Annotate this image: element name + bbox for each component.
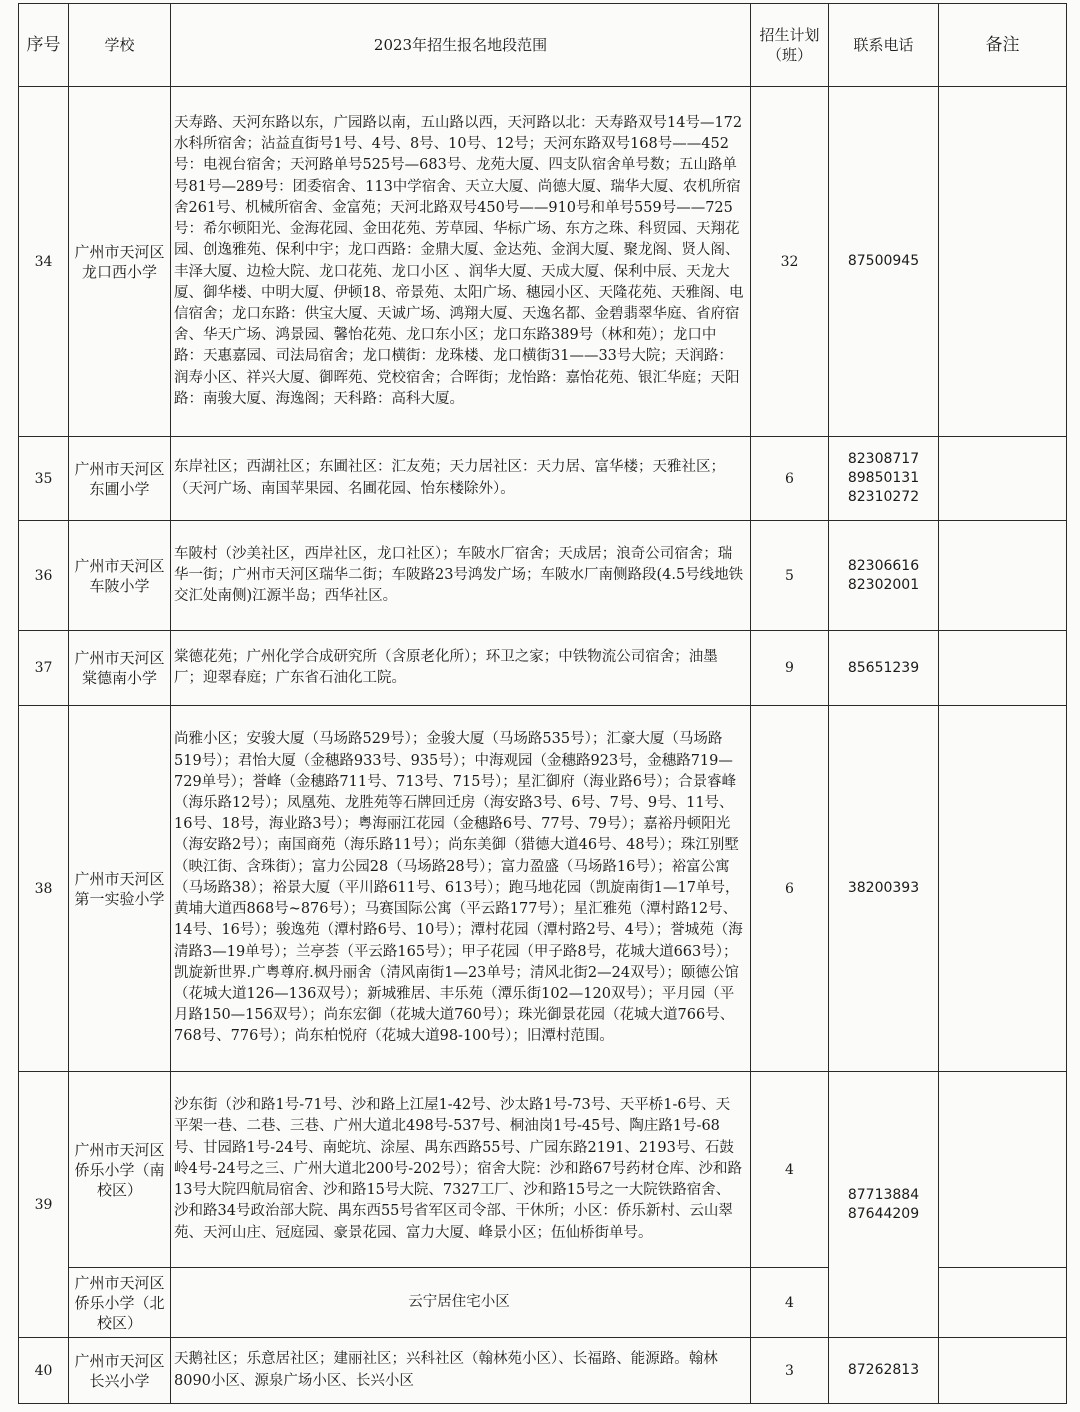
contact-phone <box>829 706 939 1072</box>
header-plan-line1: 招生计划 <box>759 26 820 44</box>
class-plan: 9 <box>751 631 829 706</box>
note-cell <box>939 437 1067 521</box>
school-name: 广州市天河区车陂小学 <box>69 521 171 631</box>
school-name: 广州市天河区东圃小学 <box>69 437 171 521</box>
row-index: 35 <box>19 437 69 521</box>
class-plan: 4 <box>751 1072 829 1268</box>
table-row <box>19 437 1067 521</box>
phone-number: 38200393 <box>847 880 920 896</box>
enrollment-scope: 棠德花苑；广州化学合成研究所（含原老化所）；环卫之家；中铁物流公司宿舍；油墨厂；迎翠春庭；广东省石油化工院。 <box>171 631 751 706</box>
table-row <box>19 706 1067 1072</box>
class-plan: 3 <box>751 1338 829 1404</box>
table-row <box>19 1072 1067 1268</box>
table-row <box>19 521 1067 631</box>
header-plan-line2: （班） <box>766 46 812 64</box>
contact-phone <box>829 437 939 521</box>
contact-phone <box>829 631 939 706</box>
note-cell <box>939 87 1067 437</box>
header-index: 序号 <box>19 4 69 87</box>
note-cell <box>939 706 1067 1072</box>
header-school: 学校 <box>69 4 171 87</box>
header-plan <box>751 4 829 87</box>
contact-phone <box>829 1338 939 1404</box>
header-scope: 2023年招生报名地段范围 <box>171 4 751 87</box>
row-index: 38 <box>19 706 69 1072</box>
note-cell <box>939 1338 1067 1404</box>
table-row <box>19 87 1067 437</box>
header-row <box>19 4 1067 87</box>
phone-number: 87713884 <box>847 1186 920 1203</box>
phone-number: 82310272 <box>847 489 920 505</box>
note-cell <box>939 1072 1067 1268</box>
row-index: 34 <box>19 87 69 437</box>
class-plan: 4 <box>751 1268 829 1338</box>
enrollment-scope: 天寿路、天河东路以东，广园路以南，五山路以西，天河路以北：天寿路双号14号—172水科所宿舍；沾益直街号1号、4号、8号、10号、12号；天河东路双号168号——452号：电视台宿舍；天河路单号525号—683号、龙苑大厦、四支队宿舍单号数；五山路单号81号—289号：团委宿舍、113中学宿舍、天立大厦、尚德大厦、瑞华大厦、农机所宿舍261号、机械所宿舍、金富苑；天河北路双号450号——910号和单号559号——725号：希尔顿阳光、金海花园、金田花苑、芳草园、华标广场、东方之珠、科贸园、天翔花园、创逸雅苑、保利中宇；龙口西路：金鼎大厦、金达苑、金润大厦、聚龙阁、贤人阁、丰泽大厦、边检大院、龙口花苑、龙口小区 、润华大厦、天成大厦、保利中辰、天龙大厦、御华楼、中明大厦、伊顿18、帝景苑、太阳广场、穗园小区、天隆花苑、天雅阁、电信宿舍；龙口东路：供宝大厦、天诚广场、鸿翔大厦、天逸名都、金碧翡翠华庭、省府宿舍、华天广场、鸿景园、馨怡花苑、龙口东小区；龙口东路389号（林和苑）；龙口中路：天惠嘉园、司法局宿舍；龙口横街：龙珠楼、龙口横街31——33号大院；天润路：润寿小区、祥兴大厦、御晖苑、党校宿舍；合晖街；龙怡路：嘉怡花苑、银汇华庭；天阳路：南骏大厦、海逸阁；天科路：高科大厦。 <box>171 87 751 437</box>
phone-number: 87262813 <box>847 1362 920 1378</box>
enrollment-scope: 车陂村（沙美社区，西岸社区，龙口社区）；车陂水厂宿舍；天成居；浪奇公司宿舍；瑞华一街；广州市天河区瑞华二街；车陂路23号鸿发广场；车陂水厂南侧路段(4.5号线地铁交汇处南侧)江源半岛；西华社区。 <box>171 521 751 631</box>
contact-phone <box>829 87 939 437</box>
row-index: 36 <box>19 521 69 631</box>
school-name: 广州市天河区龙口西小学 <box>69 87 171 437</box>
row-index: 37 <box>19 631 69 706</box>
row-index: 40 <box>19 1338 69 1404</box>
school-name: 广州市天河区侨乐小学（南校区） <box>69 1072 171 1268</box>
enrollment-scope: 沙东街（沙和路1号-71号、沙和路上江屋1-42号、沙太路1号-73号、天平桥1-6号、天平架一巷、二巷、三巷、广州大道北498号-537号、桐油岗1号-45号、陶庄路1号-68号、甘园路1号-24号、南蛇坑、涂屋、禺东西路55号、广园东路2191、2193号、石鼓岭4号-24号之三、广州大道北200号-202号）；宿舍大院：沙和路67号药材仓库、沙和路13号大院四航局宿舍、沙和路15号大院、7327工厂、沙和路15号之一大院铁路宿舍、沙和路34号政治部大院、禺东西55号省军区司令部、干休所；小区：侨乐新村、云山翠苑、天河山庄、冠庭园、豪景花园、富力大厦、峰景小区；伍仙桥街单号。 <box>171 1072 751 1268</box>
enrollment-table <box>18 3 1067 1404</box>
phone-number: 87500945 <box>847 253 920 269</box>
phone-number: 82306616 <box>847 557 920 574</box>
contact-phone <box>829 521 939 631</box>
note-cell <box>939 521 1067 631</box>
phone-number: 82302001 <box>847 576 920 593</box>
class-plan: 5 <box>751 521 829 631</box>
contact-phone <box>829 1072 939 1338</box>
school-name: 广州市天河区侨乐小学（北校区） <box>69 1268 171 1338</box>
phone-number: 82308717 <box>847 451 920 467</box>
school-name: 广州市天河区长兴小学 <box>69 1338 171 1404</box>
class-plan: 32 <box>751 87 829 437</box>
table-row <box>19 1338 1067 1404</box>
header-note: 备注 <box>939 4 1067 87</box>
enrollment-scope: 东岸社区；西湖社区；东圃社区：汇友苑；天力居社区：天力居、富华楼；天雅社区；（天河广场、南国苹果园、名圃花园、怡东楼除外）。 <box>171 437 751 521</box>
phone-number: 85651239 <box>847 659 920 676</box>
phone-number: 89850131 <box>847 470 920 486</box>
enrollment-scope: 尚雅小区；安骏大厦（马场路529号）；金骏大厦（马场路535号）；汇豪大厦（马场路519号）；君怡大厦（金穗路933号、935号）；中海观园（金穗路923号，金穗路719—729单号）；誉峰（金穗路711号、713号、715号）；星汇御府（海业路6号）；合景睿峰（海乐路12号）；凤凰苑、龙胜苑等石牌回迁房（海安路3号、6号、7号、9号、11号、16号、18号，海业路3号）；粤海丽江花园（金穗路6号、77号、79号）；嘉裕丹顿阳光（海安路2号）；南国商苑（海乐路11号）；尚东美御（猎德大道46号、48号）；珠江别墅（映江街、含珠街）；富力公园28（马场路28号）；富力盈盛（马场路16号）；裕富公寓（马场路38）；裕景大厦（平川路611号、613号）；跑马地花园（凯旋南街1—17单号，黄埔大道西868号~876号）；马赛国际公寓（平云路177号）；星汇雅苑（潭村路12号、14号、16号）；骏逸苑（潭村路6号、10号）；潭村花园（潭村路2号、4号）；誉城苑（海清路3—19单号）；兰亭荟（平云路165号）；甲子花园（甲子路8号，花城大道663号）；凯旋新世界.广粤尊府.枫丹丽舍（清风南街1—23单号；清风北街2—24双号）；颐德公馆（花城大道126—136双号）；新城雅居、丰乐苑（潭乐街102—120双号）；平月园（平月路150—156双号）；尚东宏御（花城大道760号）；珠光御景花园（花城大道766号、768号、776号）；尚东柏悦府（花城大道98-100号）；旧潭村范围。 <box>171 706 751 1072</box>
note-cell <box>939 631 1067 706</box>
note-cell <box>939 1268 1067 1338</box>
phone-number: 87644209 <box>847 1205 920 1222</box>
school-name: 广州市天河区棠德南小学 <box>69 631 171 706</box>
enrollment-scope: 天鹅社区；乐意居社区；建丽社区；兴科社区（翰林苑小区）、长福路、能源路。翰林8090小区、源泉广场小区、长兴小区 <box>171 1338 751 1404</box>
enrollment-scope: 云宁居住宅小区 <box>171 1268 751 1338</box>
class-plan: 6 <box>751 437 829 521</box>
header-phone: 联系电话 <box>829 4 939 87</box>
school-name: 广州市天河区第一实验小学 <box>69 706 171 1072</box>
class-plan: 6 <box>751 706 829 1072</box>
table-row <box>19 631 1067 706</box>
row-index: 39 <box>19 1072 69 1338</box>
